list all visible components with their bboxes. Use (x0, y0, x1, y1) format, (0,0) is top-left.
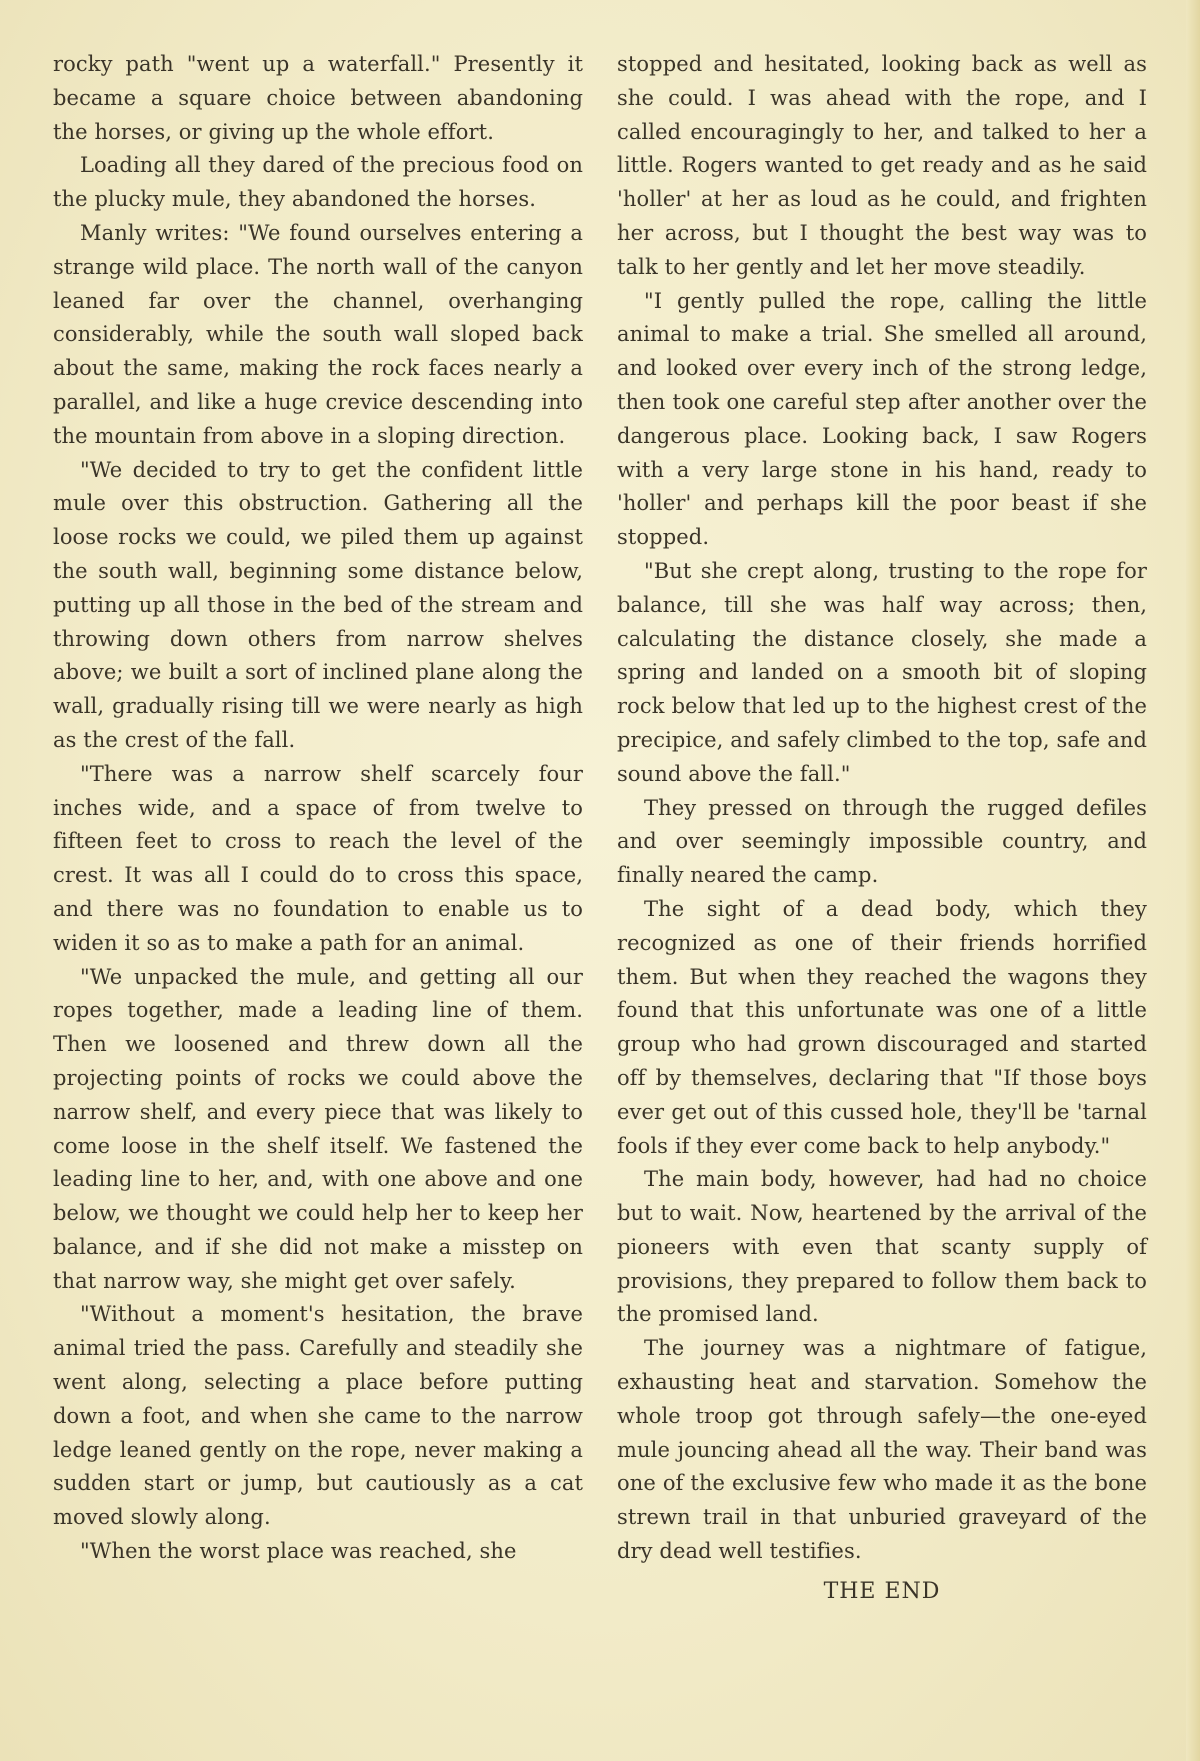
page-edge (1186, 0, 1200, 1761)
paragraph: "I gently pulled the rope, calling the little animal to make a trial. She smelled all around, and looked over every inch of the strong ledge, then took one careful step after another over the dangerous place. Looking back, I saw Rogers with a very large stone in his hand, ready to 'holler' and perhaps kill the poor beast if she stopped. (617, 288, 1147, 550)
paragraph: "There was a narrow shelf scarcely four inches wide, and a space of from twelve to fifteen feet to cross to reach the level of the crest. It was all I could do to cross this space, and there was no foundation to enable us to widen it so as to make a path for an animal. (53, 761, 583, 955)
paragraph: "But she crept along, trusting to the rope for balance, till she was half way across; then, calculating the distance closely, she made a spring and landed on a smooth bit of sloping rock below that led up to the highest crest of the precipice, and safely climbed to the top, safe and sound above the fall." (617, 558, 1147, 786)
right-column (617, 48, 1147, 1609)
paragraph: "We decided to try to get the confident little mule over this obstruction. Gathering all the loose rocks we could, we piled them up against the south wall, beginning some distance below, putting up all those in the bed of the stream and throwing down others from narrow shelves above; we built a sort of inclined plane along the wall, gradually rising till we were nearly as high as the crest of the fall. (53, 457, 583, 752)
paragraph: stopped and hesitated, looking back as well as she could. I was ahead with the rope, and I called encouragingly to her, and talked to her a little. Rogers wanted to get ready and as he said 'holler' at her as loud as he could, and frighten her across, but I thought the best way was to talk to her gently and let her move steadily. (617, 52, 1147, 279)
paragraph: "Without a moment's hesitation, the brave animal tried the pass. Carefully and steadily she went along, selecting a place before putting down a foot, and when she came to the narrow ledge leaned gently on the rope, never making a sudden start or jump, but cautiously as a cat moved slowly along. (53, 1302, 583, 1530)
paragraph: They pressed on through the rugged defiles and over seemingly impossible country, and finally neared the camp. (617, 795, 1147, 888)
paragraph: The journey was a nightmare of fatigue, exhausting heat and starvation. Somehow the whole troop got through safely—the one-eyed mule jouncing ahead all the way. Their band was one of the exclusive few who made it as the bone strewn trail in that unburied graveyard of the dry dead well testifies. (617, 1336, 1147, 1564)
paragraph: rocky path "went up a waterfall." Presently it became a square choice between abandoning the horses, or giving up the whole effort. (53, 52, 583, 144)
the-end-label: THE END (823, 1578, 941, 1604)
paragraph: The sight of a dead body, which they recognized as one of their friends horrified them. But when they reached the wagons they found that this unfortunate was one of a little group who had grown discouraged and started off by themselves, declaring that "If those boys ever get out of this cussed hole, they'll be 'tarnal fools if they ever come back to help anybody." (617, 896, 1147, 1158)
paragraph: "We unpacked the mule, and getting all our ropes together, made a leading line of them. Then we loosened and threw down all the projecting points of rocks we could above the narrow shelf, and every piece that was likely to come loose in the shelf itself. We fastened the leading line to her, and, with one above and one below, we thought we could help her to keep her balance, and if she did not make a misstep on that narrow way, she might get over safely. (53, 964, 583, 1293)
paragraph: Loading all they dared of the precious food on the plucky mule, they abandoned the horses. (53, 153, 583, 212)
paragraph: "When the worst place was reached, she (80, 1539, 517, 1564)
paragraph: Manly writes: "We found ourselves entering a strange wild place. The north wall of the canyon leaned far over the channel, overhanging considerably, while the south wall sloped back about the same, making the rock faces nearly a parallel, and like a huge crevice descending into the mountain from above in a sloping direction. (53, 220, 583, 448)
left-column (53, 48, 583, 1569)
paragraph: The main body, however, had had no choice but to wait. Now, heartened by the arrival of the pioneers with even that scanty supply of provisions, they prepared to follow them back to the promised land. (617, 1167, 1147, 1327)
